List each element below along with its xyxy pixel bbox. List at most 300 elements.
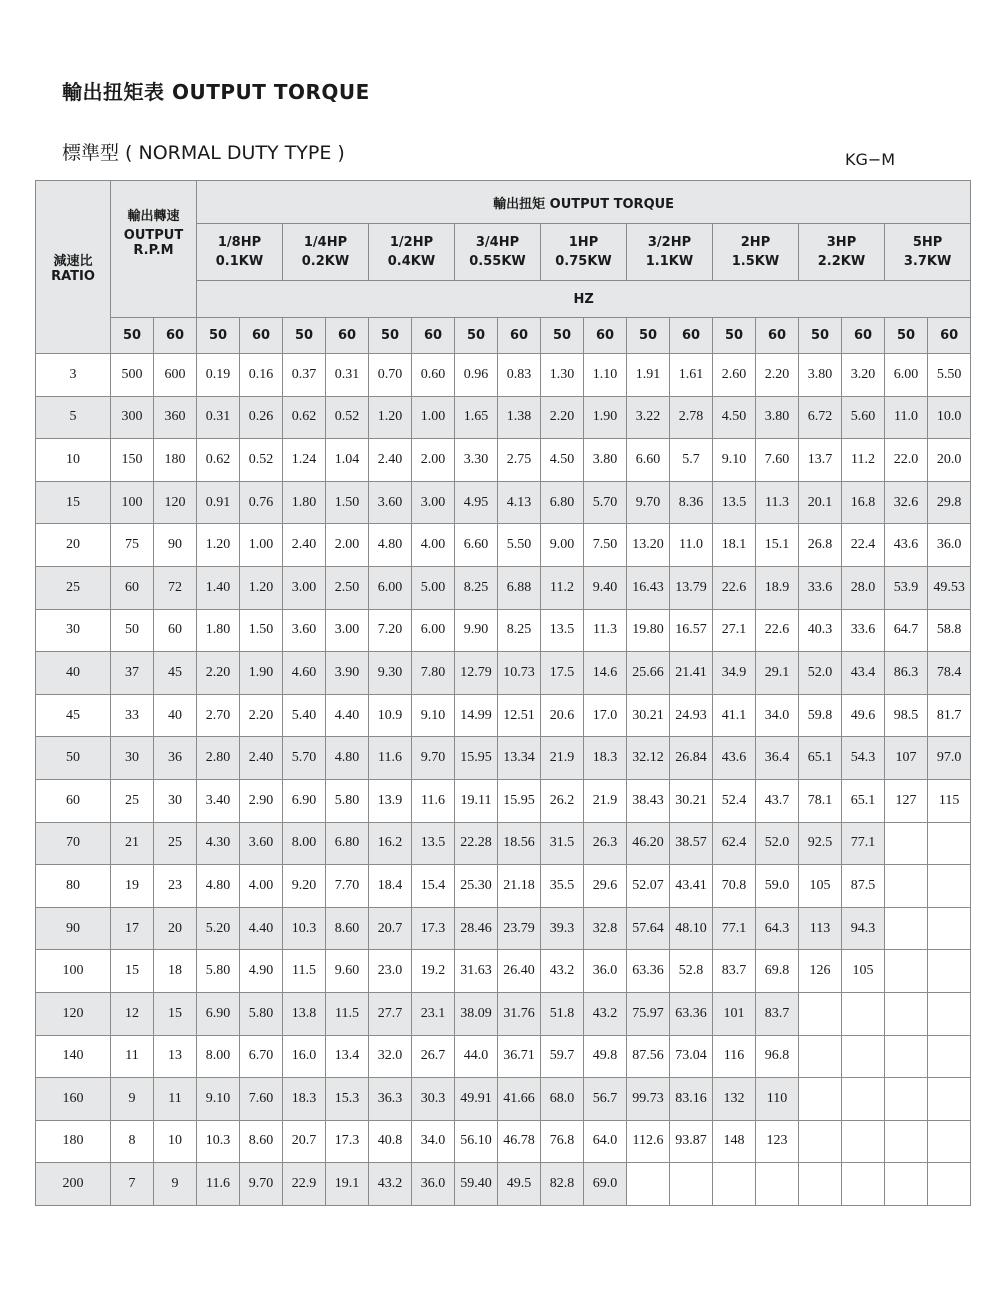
power-kw: 1.5KW: [731, 254, 780, 269]
torque-cell: 26.3: [584, 822, 627, 865]
torque-cell: 30.21: [670, 779, 713, 822]
torque-cell: [885, 1120, 928, 1163]
ratio-cell: 40: [36, 652, 111, 695]
torque-cell: 20.0: [928, 439, 971, 482]
torque-cell: 21.18: [498, 865, 541, 908]
ratio-cell: 70: [36, 822, 111, 865]
torque-cell: 15.1: [756, 524, 799, 567]
rpm-cell: 15: [111, 950, 154, 993]
torque-cell: 27.7: [369, 992, 412, 1035]
torque-cell: [928, 1078, 971, 1121]
torque-cell: 5.80: [240, 992, 283, 1035]
power-kw: 0.2KW: [301, 254, 350, 269]
torque-cell: 1.38: [498, 396, 541, 439]
torque-cell: 8.36: [670, 481, 713, 524]
hz-cell: 50: [111, 318, 154, 354]
power-header: [455, 224, 541, 281]
torque-cell: 1.90: [240, 652, 283, 695]
torque-cell: 1.91: [627, 354, 670, 397]
table-row: [36, 609, 971, 652]
torque-cell: [928, 907, 971, 950]
torque-cell: 123: [756, 1120, 799, 1163]
rpm-cell: 18: [154, 950, 197, 993]
torque-header: 輸出扭矩 OUTPUT TORQUE: [197, 181, 971, 224]
torque-cell: 10.9: [369, 694, 412, 737]
torque-cell: 0.96: [455, 354, 498, 397]
torque-cell: 0.52: [326, 396, 369, 439]
torque-cell: 22.9: [283, 1163, 326, 1206]
torque-cell: 16.57: [670, 609, 713, 652]
power-kw: 0.75KW: [555, 254, 612, 269]
torque-cell: [928, 950, 971, 993]
torque-cell: 3.30: [455, 439, 498, 482]
torque-cell: 6.90: [197, 992, 240, 1035]
power-header: [799, 224, 885, 281]
torque-cell: 49.8: [584, 1035, 627, 1078]
torque-cell: 18.3: [584, 737, 627, 780]
rpm-cell: 300: [111, 396, 154, 439]
rpm-cell: 100: [111, 481, 154, 524]
torque-cell: 17.3: [326, 1120, 369, 1163]
torque-cell: 20.7: [369, 907, 412, 950]
torque-cell: 4.40: [326, 694, 369, 737]
torque-cell: 5.7: [670, 439, 713, 482]
torque-cell: 0.19: [197, 354, 240, 397]
table-row: [36, 354, 971, 397]
torque-cell: 87.5: [842, 865, 885, 908]
torque-cell: 69.8: [756, 950, 799, 993]
torque-cell: 63.36: [627, 950, 670, 993]
torque-cell: 4.00: [240, 865, 283, 908]
torque-cell: 77.1: [842, 822, 885, 865]
torque-cell: 43.6: [713, 737, 756, 780]
torque-cell: 127: [885, 779, 928, 822]
ratio-cell: 80: [36, 865, 111, 908]
torque-cell: 8.25: [455, 566, 498, 609]
torque-cell: 64.3: [756, 907, 799, 950]
torque-cell: 36.0: [412, 1163, 455, 1206]
torque-cell: [928, 865, 971, 908]
torque-cell: 93.87: [670, 1120, 713, 1163]
torque-cell: 6.00: [369, 566, 412, 609]
torque-cell: 48.10: [670, 907, 713, 950]
torque-cell: 5.40: [283, 694, 326, 737]
torque-cell: 40.3: [799, 609, 842, 652]
torque-cell: 20.6: [541, 694, 584, 737]
rpm-cell: 90: [154, 524, 197, 567]
torque-cell: 29.6: [584, 865, 627, 908]
torque-cell: 86.3: [885, 652, 928, 695]
torque-cell: 6.70: [240, 1035, 283, 1078]
power-hp: 1/4HP: [303, 235, 348, 250]
torque-cell: 63.36: [670, 992, 713, 1035]
torque-cell: 7.60: [756, 439, 799, 482]
power-hp: 5HP: [912, 235, 943, 250]
torque-cell: 9.10: [412, 694, 455, 737]
torque-cell: 26.2: [541, 779, 584, 822]
torque-cell: 1.90: [584, 396, 627, 439]
torque-cell: 4.50: [713, 396, 756, 439]
torque-cell: 69.0: [584, 1163, 627, 1206]
rpm-cell: 25: [154, 822, 197, 865]
power-header: [627, 224, 713, 281]
torque-cell: 11.0: [670, 524, 713, 567]
table-row: [36, 396, 971, 439]
torque-cell: 11.2: [842, 439, 885, 482]
torque-cell: 0.83: [498, 354, 541, 397]
torque-cell: 107: [885, 737, 928, 780]
torque-cell: 17.3: [412, 907, 455, 950]
torque-cell: 26.40: [498, 950, 541, 993]
rpm-cell: 30: [154, 779, 197, 822]
hz-cell: 60: [240, 318, 283, 354]
torque-cell: 11.5: [283, 950, 326, 993]
torque-cell: 22.4: [842, 524, 885, 567]
torque-cell: 13.4: [326, 1035, 369, 1078]
torque-cell: 3.22: [627, 396, 670, 439]
torque-cell: 65.1: [799, 737, 842, 780]
hz-cell: 50: [283, 318, 326, 354]
torque-cell: 52.8: [670, 950, 713, 993]
ratio-cell: 3: [36, 354, 111, 397]
torque-cell: 99.73: [627, 1078, 670, 1121]
torque-cell: 22.0: [885, 439, 928, 482]
torque-cell: 0.62: [283, 396, 326, 439]
torque-cell: 34.9: [713, 652, 756, 695]
torque-cell: 2.80: [197, 737, 240, 780]
page-subtitle: 標準型 ( NORMAL DUTY TYPE ): [62, 142, 345, 164]
torque-cell: [842, 1163, 885, 1206]
torque-cell: 9.70: [412, 737, 455, 780]
torque-cell: 10.3: [197, 1120, 240, 1163]
power-header: [197, 224, 283, 281]
power-kw: 2.2KW: [817, 254, 866, 269]
torque-cell: 4.30: [197, 822, 240, 865]
rpm-cell: 75: [111, 524, 154, 567]
torque-cell: 17.5: [541, 652, 584, 695]
torque-cell: 78.4: [928, 652, 971, 695]
torque-cell: 2.60: [713, 354, 756, 397]
torque-cell: 3.80: [584, 439, 627, 482]
page-title: 輸出扭矩表 OUTPUT TORQUE: [62, 80, 370, 104]
torque-cell: 3.20: [842, 354, 885, 397]
power-hp: 3/4HP: [475, 235, 520, 250]
torque-cell: 19.11: [455, 779, 498, 822]
torque-cell: 6.00: [412, 609, 455, 652]
power-kw: 1.1KW: [645, 254, 694, 269]
torque-cell: 58.8: [928, 609, 971, 652]
ratio-cell: 200: [36, 1163, 111, 1206]
torque-cell: 52.07: [627, 865, 670, 908]
torque-cell: 2.20: [240, 694, 283, 737]
hz-cell: 50: [885, 318, 928, 354]
torque-cell: 43.7: [756, 779, 799, 822]
torque-cell: 25.30: [455, 865, 498, 908]
rpm-cell: 13: [154, 1035, 197, 1078]
ratio-cell: 30: [36, 609, 111, 652]
torque-cell: 3.80: [756, 396, 799, 439]
rpm-cell: 30: [111, 737, 154, 780]
torque-cell: 3.00: [326, 609, 369, 652]
torque-cell: 5.00: [412, 566, 455, 609]
ratio-cell: 160: [36, 1078, 111, 1121]
torque-cell: 87.56: [627, 1035, 670, 1078]
rpm-cell: 11: [154, 1078, 197, 1121]
torque-cell: 18.4: [369, 865, 412, 908]
torque-cell: 2.70: [197, 694, 240, 737]
ratio-cell: 120: [36, 992, 111, 1035]
torque-cell: 132: [713, 1078, 756, 1121]
torque-cell: 0.31: [326, 354, 369, 397]
rpm-cell: 36: [154, 737, 197, 780]
torque-cell: 8.60: [240, 1120, 283, 1163]
rpm-cell: 37: [111, 652, 154, 695]
rpm-cell: 180: [154, 439, 197, 482]
torque-cell: 34.0: [756, 694, 799, 737]
power-hp: 1HP: [568, 235, 599, 250]
ratio-header: [36, 181, 111, 354]
torque-cell: 8.00: [283, 822, 326, 865]
torque-cell: 56.7: [584, 1078, 627, 1121]
torque-cell: 5.50: [928, 354, 971, 397]
torque-cell: 2.20: [197, 652, 240, 695]
torque-cell: 2.75: [498, 439, 541, 482]
torque-cell: 1.30: [541, 354, 584, 397]
torque-cell: 2.90: [240, 779, 283, 822]
torque-cell: [842, 1035, 885, 1078]
speed-label-en1: OUTPUT: [123, 228, 184, 243]
torque-cell: 70.8: [713, 865, 756, 908]
torque-cell: 0.16: [240, 354, 283, 397]
ratio-cell: 60: [36, 779, 111, 822]
hz-cell: 60: [412, 318, 455, 354]
torque-cell: 11.3: [756, 481, 799, 524]
torque-cell: 0.52: [240, 439, 283, 482]
torque-cell: 32.8: [584, 907, 627, 950]
torque-cell: 13.9: [369, 779, 412, 822]
torque-cell: 59.0: [756, 865, 799, 908]
torque-cell: [842, 1078, 885, 1121]
torque-cell: 3.60: [240, 822, 283, 865]
torque-cell: 59.40: [455, 1163, 498, 1206]
torque-cell: 9.00: [541, 524, 584, 567]
torque-cell: 8.25: [498, 609, 541, 652]
torque-cell: 33.6: [842, 609, 885, 652]
torque-cell: 4.80: [197, 865, 240, 908]
torque-cell: 68.0: [541, 1078, 584, 1121]
torque-cell: 5.70: [584, 481, 627, 524]
torque-cell: 1.40: [197, 566, 240, 609]
torque-cell: 1.50: [326, 481, 369, 524]
torque-cell: 18.56: [498, 822, 541, 865]
torque-cell: 15.95: [455, 737, 498, 780]
torque-cell: 7.50: [584, 524, 627, 567]
torque-cell: 113: [799, 907, 842, 950]
torque-cell: 1.20: [240, 566, 283, 609]
torque-cell: 8.00: [197, 1035, 240, 1078]
torque-cell: 0.31: [197, 396, 240, 439]
torque-cell: 41.1: [713, 694, 756, 737]
rpm-cell: 15: [154, 992, 197, 1035]
torque-cell: 92.5: [799, 822, 842, 865]
torque-cell: 75.97: [627, 992, 670, 1035]
ratio-label-zh: 減速比: [53, 254, 93, 269]
torque-cell: 44.0: [455, 1035, 498, 1078]
torque-cell: 76.8: [541, 1120, 584, 1163]
torque-cell: 7.70: [326, 865, 369, 908]
torque-cell: 148: [713, 1120, 756, 1163]
torque-cell: 40.8: [369, 1120, 412, 1163]
torque-cell: 11.6: [197, 1163, 240, 1206]
rpm-cell: 21: [111, 822, 154, 865]
model-code: KG−M: [845, 150, 896, 169]
speed-label-zh: 輸出轉速: [127, 209, 180, 224]
torque-cell: 32.12: [627, 737, 670, 780]
torque-cell: 13.5: [541, 609, 584, 652]
rpm-cell: 19: [111, 865, 154, 908]
torque-cell: 13.34: [498, 737, 541, 780]
table-row: [36, 1035, 971, 1078]
torque-cell: [885, 992, 928, 1035]
torque-cell: [713, 1163, 756, 1206]
torque-cell: 15.3: [326, 1078, 369, 1121]
torque-cell: 9.60: [326, 950, 369, 993]
torque-cell: 1.20: [197, 524, 240, 567]
torque-cell: 56.10: [455, 1120, 498, 1163]
ratio-cell: 45: [36, 694, 111, 737]
torque-cell: 6.00: [885, 354, 928, 397]
torque-cell: 38.57: [670, 822, 713, 865]
torque-cell: 0.62: [197, 439, 240, 482]
torque-cell: [885, 1163, 928, 1206]
torque-cell: 22.6: [713, 566, 756, 609]
torque-cell: 4.00: [412, 524, 455, 567]
table-row: [36, 1120, 971, 1163]
torque-cell: 62.4: [713, 822, 756, 865]
torque-cell: 26.84: [670, 737, 713, 780]
power-header: [283, 224, 369, 281]
torque-cell: [928, 1163, 971, 1206]
torque-cell: 43.4: [842, 652, 885, 695]
torque-cell: 0.37: [283, 354, 326, 397]
torque-cell: 49.6: [842, 694, 885, 737]
torque-cell: 11.6: [412, 779, 455, 822]
rpm-cell: 600: [154, 354, 197, 397]
torque-cell: 31.76: [498, 992, 541, 1035]
torque-cell: [670, 1163, 713, 1206]
hz-cell: 60: [928, 318, 971, 354]
torque-cell: 65.1: [842, 779, 885, 822]
torque-cell: [756, 1163, 799, 1206]
torque-cell: [885, 950, 928, 993]
power-header: [541, 224, 627, 281]
torque-cell: 14.99: [455, 694, 498, 737]
torque-cell: 4.95: [455, 481, 498, 524]
torque-cell: 64.0: [584, 1120, 627, 1163]
torque-cell: 34.0: [412, 1120, 455, 1163]
torque-cell: 1.50: [240, 609, 283, 652]
torque-cell: 15.4: [412, 865, 455, 908]
torque-cell: 41.66: [498, 1078, 541, 1121]
torque-cell: 1.24: [283, 439, 326, 482]
torque-cell: 9.30: [369, 652, 412, 695]
torque-cell: 0.76: [240, 481, 283, 524]
torque-cell: 6.60: [627, 439, 670, 482]
torque-cell: 13.7: [799, 439, 842, 482]
torque-cell: 0.70: [369, 354, 412, 397]
torque-cell: 110: [756, 1078, 799, 1121]
torque-cell: 4.50: [541, 439, 584, 482]
torque-cell: 77.1: [713, 907, 756, 950]
torque-cell: 105: [799, 865, 842, 908]
torque-cell: [928, 992, 971, 1035]
hz-cell: 60: [498, 318, 541, 354]
torque-cell: 81.7: [928, 694, 971, 737]
hz-cell: 60: [756, 318, 799, 354]
torque-cell: [885, 1078, 928, 1121]
torque-cell: 15.95: [498, 779, 541, 822]
rpm-cell: 150: [111, 439, 154, 482]
torque-cell: 2.20: [756, 354, 799, 397]
table-row: [36, 822, 971, 865]
torque-cell: 13.8: [283, 992, 326, 1035]
torque-cell: 38.09: [455, 992, 498, 1035]
torque-cell: 32.6: [885, 481, 928, 524]
torque-cell: 6.72: [799, 396, 842, 439]
torque-cell: 3.80: [799, 354, 842, 397]
table-row: [36, 481, 971, 524]
torque-cell: [799, 1163, 842, 1206]
torque-cell: 5.50: [498, 524, 541, 567]
torque-cell: 96.8: [756, 1035, 799, 1078]
torque-cell: 13.20: [627, 524, 670, 567]
torque-cell: 4.80: [369, 524, 412, 567]
power-hp: 1/2HP: [389, 235, 434, 250]
torque-cell: 4.60: [283, 652, 326, 695]
rpm-cell: 45: [154, 652, 197, 695]
torque-cell: 14.6: [584, 652, 627, 695]
torque-cell: 28.46: [455, 907, 498, 950]
torque-cell: 6.80: [326, 822, 369, 865]
torque-cell: 28.0: [842, 566, 885, 609]
torque-cell: 20.7: [283, 1120, 326, 1163]
torque-cell: 49.5: [498, 1163, 541, 1206]
table-row: [36, 737, 971, 780]
torque-cell: 3.60: [283, 609, 326, 652]
hz-cell: 60: [842, 318, 885, 354]
torque-cell: 19.80: [627, 609, 670, 652]
torque-cell: 5.80: [326, 779, 369, 822]
torque-cell: 126: [799, 950, 842, 993]
torque-cell: 2.40: [283, 524, 326, 567]
torque-cell: 30.21: [627, 694, 670, 737]
torque-cell: 3.00: [412, 481, 455, 524]
ratio-cell: 140: [36, 1035, 111, 1078]
torque-cell: 46.78: [498, 1120, 541, 1163]
torque-cell: [928, 1035, 971, 1078]
torque-cell: 36.71: [498, 1035, 541, 1078]
torque-cell: 18.1: [713, 524, 756, 567]
torque-cell: [799, 1035, 842, 1078]
rpm-cell: 500: [111, 354, 154, 397]
torque-cell: 13.5: [713, 481, 756, 524]
torque-cell: 12.79: [455, 652, 498, 695]
torque-cell: 10.3: [283, 907, 326, 950]
torque-cell: 98.5: [885, 694, 928, 737]
torque-cell: 7.20: [369, 609, 412, 652]
ratio-cell: 50: [36, 737, 111, 780]
torque-cell: 21.9: [541, 737, 584, 780]
